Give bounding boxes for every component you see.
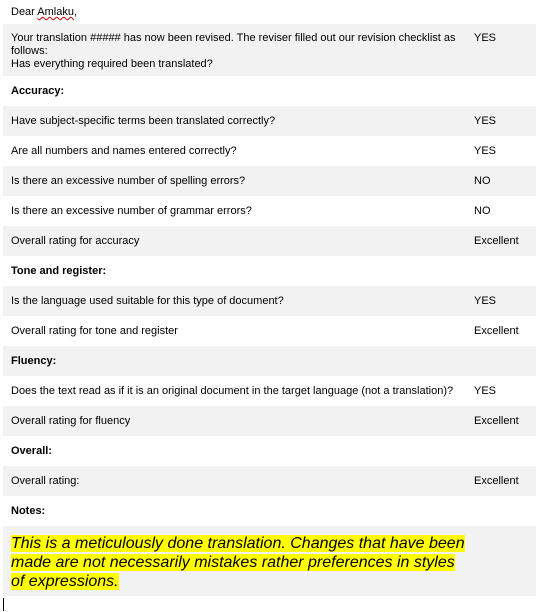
checklist-row <box>3 196 536 226</box>
notes-highlighted-text: This is a meticulously done translation. Changes that have been made are not necessarily mistakes rather preferences in styles of expressions. <box>11 535 465 590</box>
section-overall-label: Overall: <box>11 445 52 457</box>
answer-value: YES <box>474 295 497 307</box>
checklist-row <box>3 406 536 436</box>
greeting <box>3 6 536 18</box>
question-label: Is the language used suitable for this type of document? <box>11 295 284 307</box>
greeting-prefix: Dear <box>11 6 38 18</box>
intro-line-2: Has everything required been translated? <box>11 58 213 70</box>
section-fluency <box>3 346 536 376</box>
section-accuracy <box>3 76 536 106</box>
section-accuracy-label: Accuracy: <box>11 85 65 97</box>
intro-answer: YES <box>474 32 497 44</box>
answer-value: YES <box>474 115 497 127</box>
answer-value: Excellent <box>474 235 519 247</box>
answer-value: NO <box>474 175 491 187</box>
notes-text <box>11 534 466 591</box>
answer-value: NO <box>474 205 491 217</box>
checklist-row <box>3 166 536 196</box>
section-notes-label: Notes: <box>11 505 46 517</box>
question-label: Is there an excessive number of grammar errors? <box>11 205 252 217</box>
section-overall <box>3 436 536 466</box>
question-label: Is there an excessive number of spelling errors? <box>11 175 246 187</box>
section-tone-label: Tone and register: <box>11 265 107 277</box>
greeting-suffix: , <box>73 6 78 18</box>
section-fluency-label: Fluency: <box>11 355 57 367</box>
text-cursor <box>3 598 4 611</box>
answer-value: Excellent <box>474 325 519 337</box>
answer-value: YES <box>474 145 497 157</box>
intro-line-1: Your translation ##### has now been revised. The reviser filled out our revision checklist as follows: <box>11 32 456 57</box>
section-tone <box>3 256 536 286</box>
question-label: Are all numbers and names entered correctly? <box>11 145 237 157</box>
intro-text <box>3 32 470 71</box>
revision-checklist-document <box>3 0 536 596</box>
question-label: Overall rating for accuracy <box>11 235 140 247</box>
question-label: Overall rating for fluency <box>11 415 131 427</box>
notes-box <box>3 526 536 596</box>
checklist-row <box>3 286 536 316</box>
question-label: Overall rating: <box>11 475 80 487</box>
question-label: Overall rating for tone and register <box>11 325 178 337</box>
question-label: Have subject-specific terms been translated correctly? <box>11 115 276 127</box>
recipient-name: Amlaku <box>37 6 74 18</box>
checklist-row <box>3 136 536 166</box>
greeting-row <box>3 0 536 24</box>
checklist-row <box>3 376 536 406</box>
section-notes <box>3 496 536 526</box>
checklist-row <box>3 466 536 496</box>
answer-value: Excellent <box>474 415 519 427</box>
answer-value: YES <box>474 385 497 397</box>
intro-row <box>3 24 536 76</box>
checklist-row <box>3 316 536 346</box>
checklist-row <box>3 106 536 136</box>
question-label: Does the text read as if it is an original document in the target language (not a translation)? <box>11 385 454 397</box>
checklist-row <box>3 226 536 256</box>
answer-value: Excellent <box>474 475 519 487</box>
